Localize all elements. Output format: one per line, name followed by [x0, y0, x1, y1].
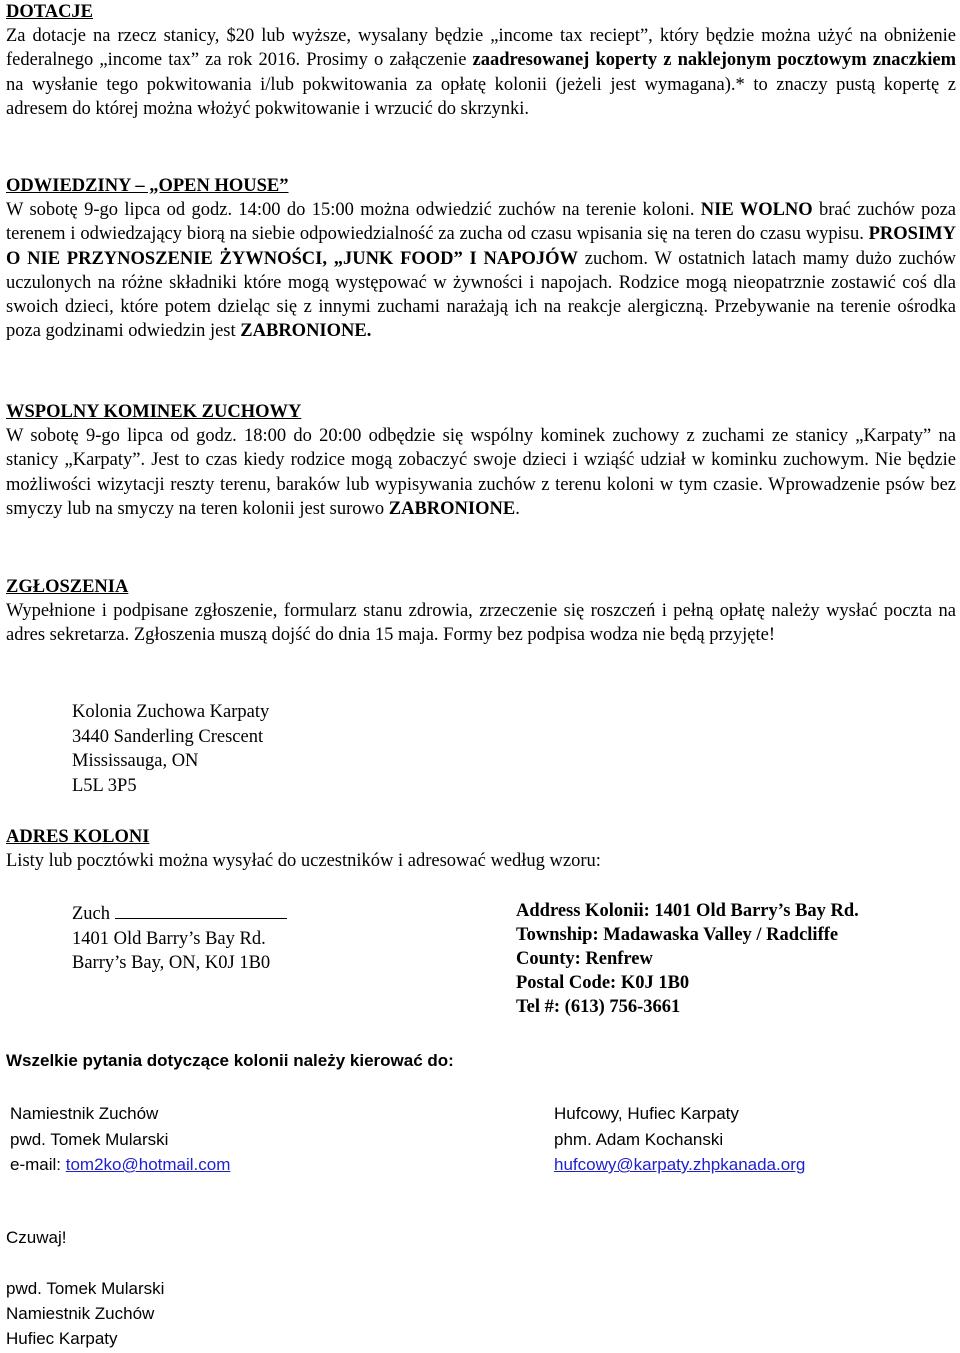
paragraph-zgloszenia: Wypełnione i podpisane zgłoszenie, formularz stanu zdrowia, zrzeczenie się roszczeń i pełną opłatę należy wysłać poczta na adres sekretarza. Zgłoszenia muszą dojść do dnia 15 maja. Formy bez podpisa wodza nie będą przyjęte!: [6, 601, 956, 646]
greeting: Czuwaj!: [6, 1228, 67, 1247]
paragraph-adres: Listy lub pocztówki można wysyłać do uczestników i adresować według wzoru:: [6, 851, 601, 871]
contact-right-email-row: [554, 1152, 805, 1178]
email-link-hufcowy[interactable]: hufcowy@karpaty.zhpkanada.org: [554, 1155, 806, 1174]
heading-adres: ADRES KOLONI: [6, 827, 150, 847]
text-kominek-bold: ZABRONIONE: [388, 498, 516, 519]
secretary-address: [72, 700, 269, 798]
signature-unit: Hufiec Karpaty: [6, 1329, 118, 1348]
signature-role: Namiestnik Zuchów: [6, 1304, 155, 1323]
contacts-heading: Wszelkie pytania dotyczące kolonii należy kierować do:: [6, 1051, 454, 1070]
address-line-zuch: [72, 901, 287, 927]
text-dotacje-bold: zaadresowanej koperty z naklejonym pocztowym znaczkiem: [472, 50, 956, 71]
heading-kominek: WSPOLNY KOMINEK ZUCHOWY: [6, 402, 302, 422]
section-odwiedziny: [6, 174, 956, 344]
address-line: Mississauga, ON: [72, 751, 199, 772]
address-line: L5L 3P5: [72, 775, 137, 796]
zuch-label: Zuch: [72, 904, 111, 924]
section-kominek: [6, 400, 956, 521]
contact-left: [10, 1101, 230, 1178]
heading-zgloszenia: ZGŁOSZENIA: [6, 577, 129, 597]
text-dotacje-1: Za dotacje na rzecz stanicy, $20 lub wyższe, wysalany będzie „income tax reciept”, który będzie można użyć na obniżenie federalnego „income tax” za rok 2016. Prosimy o załączenie: [6, 26, 956, 71]
colony-township: Township: Madawaska Valley / Radcliffe: [516, 925, 839, 946]
address-line: Barry’s Bay, ON, K0J 1B0: [72, 953, 271, 974]
text-dotacje-2: na wysłanie tego pokwitowania i/lub pokwitowania za opłatę kolonii (jeżeli jest wymagana).* to znaczy pustą kopertę z adresem do której można włożyć pokwitowanie i wrzucić do skrzynki.: [6, 74, 956, 119]
text-odwiedziny-bold-2: PROSIMY O NIE PRZYNOSZENIE ŻYWNOŚCI, „JUNK FOOD” I NAPOJÓW: [6, 224, 956, 269]
colony-phone: Tel #: (613) 756-3661: [516, 997, 681, 1018]
heading-odwiedziny: ODWIEDZINY – „OPEN HOUSE”: [6, 176, 289, 196]
heading-dotacje: DOTACJE: [6, 2, 94, 22]
signature-block: [6, 1276, 164, 1351]
letter-address-template: [72, 901, 287, 976]
contact-right: [554, 1101, 805, 1178]
contact-left-email-row: [10, 1152, 230, 1178]
text-odwiedziny-3: zuchom. W ostatnich latach mamy dużo zuchów uczulonych na różne składniki które mogą występować w żywności i napojach. Rodzice mogą nieopatrznie zostawić coś dla swoich dzieci, które potem dzieląc się z innymi zuchami narażają ich na reakcje alergiczną. Przebywanie na terenie ośrodka poza godzinami odwiedzin jest: [6, 248, 956, 342]
colony-details: [516, 899, 859, 1019]
address-line: Kolonia Zuchowa Karpaty: [72, 702, 270, 722]
contact-right-name: phm. Adam Kochanski: [554, 1129, 724, 1149]
section-adres: [6, 825, 956, 873]
name-blank-line: [115, 901, 287, 919]
text-kominek-2: .: [515, 498, 520, 519]
colony-address: Address Kolonii: 1401 Old Barry’s Bay Rd.: [516, 901, 859, 921]
address-line: 3440 Sanderling Crescent: [72, 726, 264, 747]
colony-county: County: Renfrew: [516, 949, 653, 970]
colony-postal-code: Postal Code: K0J 1B0: [516, 973, 690, 994]
section-dotacje: [6, 0, 956, 121]
text-odwiedziny-bold-1: NIE WOLNO: [700, 200, 813, 220]
paragraph-kominek: [6, 424, 956, 521]
email-link-tom[interactable]: tom2ko@hotmail.com: [65, 1155, 231, 1174]
email-label: e-mail:: [10, 1155, 66, 1174]
text-odwiedziny-1: W sobotę 9-go lipca od godz. 14:00 do 15:00 można odwiedzić zuchów na terenie koloni.: [6, 200, 701, 220]
address-line: 1401 Old Barry’s Bay Rd.: [72, 928, 266, 949]
contact-left-name: pwd. Tomek Mularski: [10, 1129, 169, 1149]
paragraph-dotacje: [6, 24, 956, 121]
text-odwiedziny-bold-3: ZABRONIONE.: [240, 321, 372, 342]
text-odwiedziny-2: brać zuchów poza terenem i odwiedzający biorą na siebie odpowiedzialność za zucha od czasu wpisania się na teren do czasu wypisu.: [6, 200, 956, 245]
contact-right-role: Hufcowy, Hufiec Karpaty: [554, 1104, 739, 1123]
paragraph-odwiedziny: [6, 198, 956, 344]
section-zgloszenia: [6, 575, 956, 648]
contact-left-role: Namiestnik Zuchów: [10, 1104, 159, 1123]
text-kominek-1: W sobotę 9-go lipca od godz. 18:00 do 20:00 odbędzie się wspólny kominek zuchowy z zuchami ze stanicy „Karpaty” na stanicy „Karpaty”. Jest to czas kiedy rodzice mogą zobaczyć swoje dzieci i wziąść udział w kominku zuchowym. Nie będzie możliwości wizytacji reszty terenu, baraków lub wypisywania zuchów z terenu koloni w tym czasie. Wprowadzenie psów bez smyczy lub na smyczy na teren kolonii jest surowo: [6, 426, 956, 519]
signature-name: pwd. Tomek Mularski: [6, 1279, 165, 1298]
